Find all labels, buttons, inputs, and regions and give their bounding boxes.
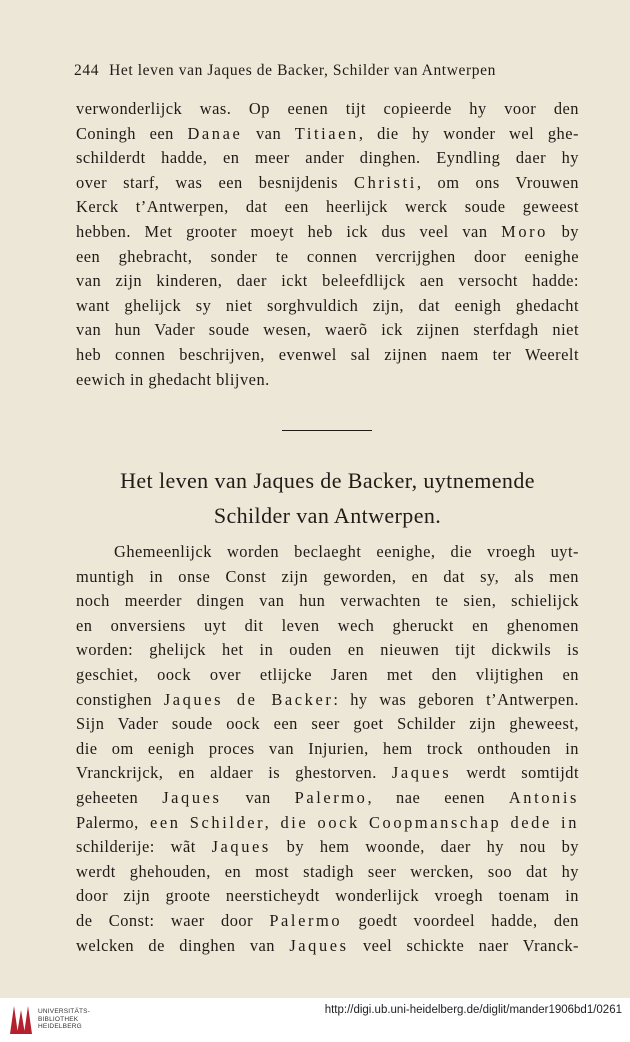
text-run: hebben. Met grooter moeyt heb ick dus veel van — [76, 221, 502, 241]
paragraph-1 — [76, 97, 579, 392]
text-run: constighen — [76, 689, 164, 709]
text-line — [76, 811, 579, 836]
text-line — [76, 318, 579, 343]
text-run: schilderije: wãt — [76, 837, 212, 857]
text-line — [76, 688, 579, 713]
text-line — [76, 934, 579, 959]
text-run: geheeten — [76, 787, 163, 807]
text-line — [76, 909, 579, 934]
text-run: goedt voordeel hadde, den — [342, 910, 579, 930]
spaced-name: Danae — [187, 123, 243, 143]
text-line — [76, 269, 579, 294]
text-line — [76, 786, 579, 811]
text-line — [76, 540, 579, 565]
text-run: , nae eenen — [367, 787, 509, 807]
text-run: van — [221, 787, 295, 807]
page-number: 244 — [74, 62, 100, 79]
text-run: , die hy wonder wel ghe- — [358, 123, 579, 143]
text-run: by hem woonde, daer hy nou by — [270, 837, 580, 857]
chapter-heading-line-1: Het leven van Jaques de Backer, uytnemende — [120, 468, 535, 493]
text-run: van — [242, 123, 295, 143]
text-run: verwonderlijck was. Op eenen tijt copieerde hy voor den — [76, 99, 579, 118]
institution-name: UNIVERSITÄTS- BIBLIOTHEK HEIDELBERG — [38, 1008, 91, 1031]
source-url[interactable]: http://digi.ub.uni-heidelberg.de/diglit/mander1906bd1/0261 — [324, 1004, 622, 1016]
spaced-name: Palermo — [269, 910, 343, 930]
text-run: , om ons Vrouwen — [416, 172, 579, 192]
text-line — [76, 220, 579, 245]
paragraph-2 — [76, 540, 579, 958]
text-line — [76, 171, 579, 196]
text-run: schilderdt hadde, en meer ander dinghen. Eyndling daer hy — [76, 148, 579, 168]
spaced-name: Jaques — [289, 935, 349, 955]
text-run: van zijn kinderen, daer ickt beleefdlijck aen versocht hadde: — [76, 271, 579, 291]
running-header — [74, 62, 496, 80]
text-run: want ghelijck sy niet sorghvuldich zijn, dat eenigh ghedacht — [76, 295, 579, 315]
spaced-name: Moro — [501, 221, 548, 241]
text-line — [76, 245, 579, 270]
digitization-footer — [0, 998, 630, 1042]
text-run: Palermo — [76, 812, 135, 832]
text-run: by — [547, 221, 579, 241]
text-line — [76, 294, 579, 319]
text-line — [76, 737, 579, 762]
text-run: geschiet, oock over etlijcke Jaren met den vlijtighen en — [76, 664, 579, 684]
spaced-name: Jaques — [162, 787, 222, 807]
spaced-name: Jaques — [211, 837, 271, 857]
text-run: werdt somtijdt — [451, 763, 579, 783]
university-library-logo-icon — [8, 1004, 34, 1036]
text-line — [76, 589, 579, 614]
text-line — [76, 663, 579, 688]
text-run: welcken de dinghen van — [76, 935, 290, 955]
text-line — [76, 146, 579, 171]
text-line — [76, 712, 579, 737]
text-line — [76, 761, 579, 786]
text-run: Kerck t’Antwerpen, dat een heerlijck werck soude geweest — [76, 197, 579, 217]
text-run: die om eenigh proces van Injurien, hem trock onthouden in — [76, 738, 579, 758]
text-line — [76, 122, 579, 147]
chapter-heading-line-2: Schilder van Antwerpen. — [213, 503, 442, 528]
running-title: Het leven van Jaques de Backer, Schilder van Antwerpen — [109, 62, 496, 79]
text-run: de Const: waer door — [76, 910, 270, 930]
text-line — [76, 638, 579, 663]
text-run: door zijn groote neersticheydt wonderlijck vroegh toenam in — [76, 886, 579, 906]
spaced-name: Antonis — [508, 787, 579, 807]
text-run: veel schickte naer Vranck- — [348, 935, 579, 955]
spaced-name: Jaques de Backer — [163, 689, 334, 709]
section-divider — [282, 430, 372, 431]
spaced-name: Titiaen — [294, 123, 359, 143]
text-line — [76, 565, 579, 590]
text-line — [76, 884, 579, 909]
text-run: : hy was geboren t’Antwerpen. — [333, 689, 579, 709]
text-line — [76, 368, 579, 393]
text-run: worden: ghelijck het in ouden en nieuwen tijt dickwils is — [76, 640, 579, 660]
text-run: een ghebracht, sonder te connen vercrijghen door eenighe — [76, 246, 579, 266]
text-run: van hun Vader soude wesen, waerõ ick zijnen sterfdagh niet — [76, 320, 579, 340]
text-line — [76, 97, 579, 122]
text-run: Coningh een — [76, 123, 188, 143]
text-run: Ghemeenlijck worden beclaeght eenighe, die vroegh uyt- — [114, 542, 579, 561]
spaced-name: Palermo — [294, 787, 368, 807]
spaced-name: , een Schilder, die oock Coopmanschap dede in — [134, 812, 579, 832]
text-line — [76, 860, 579, 885]
text-line — [76, 614, 579, 639]
text-run: eewich in ghedacht blijven. — [76, 369, 270, 389]
spaced-name: Jaques — [391, 763, 452, 783]
text-run: heb connen beschrijven, evenwel sal zijnen naem ter Weerelt — [76, 344, 579, 364]
text-run: muntigh in onse Const zijn geworden, en dat sy, als men — [76, 566, 579, 586]
text-run: en onversiens uyt dit leven wech gheruckt en ghenomen — [76, 615, 579, 635]
text-line — [76, 835, 579, 860]
text-run: Sijn Vader soude oock een seer goet Schilder zijn gheweest, — [76, 714, 579, 734]
text-run: noch meerder dingen van hun verwachten te sien, schielijck — [76, 591, 579, 611]
text-run: werdt ghehouden, en most stadigh seer wercken, soo dat hy — [76, 861, 579, 881]
text-run: Vranckrijck, en aldaer is ghestorven. — [76, 763, 392, 783]
text-line — [76, 343, 579, 368]
text-run: over starf, was een besnijdenis — [76, 172, 355, 192]
spaced-name: Christi — [354, 172, 417, 192]
text-line — [76, 195, 579, 220]
